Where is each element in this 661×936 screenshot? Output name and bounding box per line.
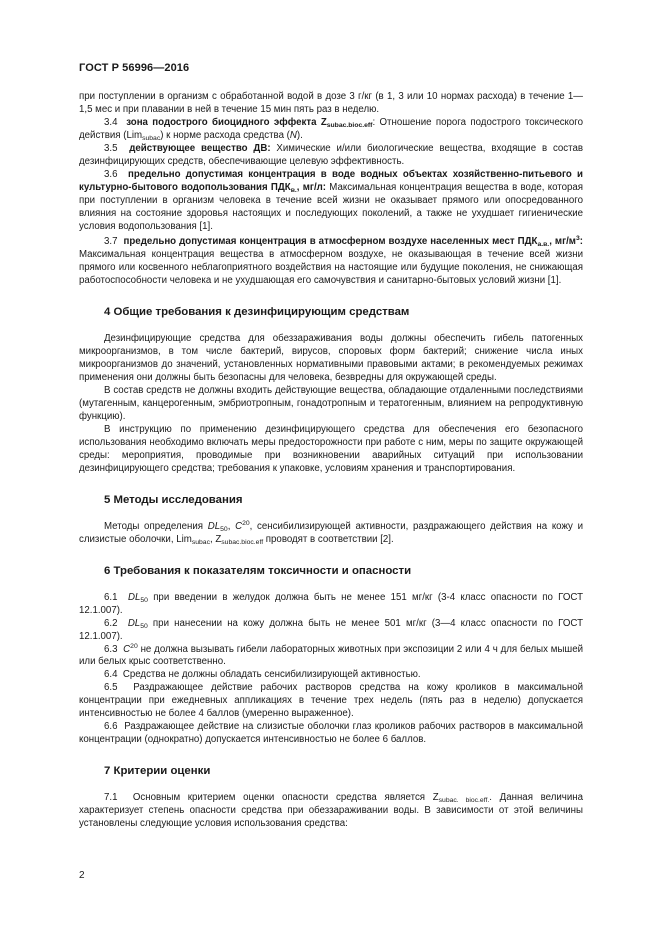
text: ,: [227, 520, 236, 532]
clause-number: 6.3: [104, 643, 118, 655]
page-content: [79, 91, 583, 831]
clause-6-2: [79, 618, 583, 644]
subscript: subac.bioc.eff: [221, 538, 264, 546]
text: при введении в желудок должна быть не менее 151 мг/кг (3-4 класс опасности по ГОСТ 12.1.007).: [79, 591, 583, 616]
paragraph-intro: при поступлении в организм с обработанной водой в дозе 3 г/кг (в 1, 3 или 10 нормах расхода) в течение 1—1,5 мес и при плавании в ней в течение 15 мин пять раз в неделю.: [79, 91, 583, 115]
term: действующее вещество ДВ:: [129, 142, 271, 154]
document-header: ГОСТ Р 56996—2016: [79, 62, 190, 74]
superscript: 20: [130, 642, 138, 650]
text: , сенсибилизирующей активности, раздражающего действия на кожу и слизистые оболочки, Lim: [79, 520, 583, 545]
page-number: 2: [79, 870, 85, 881]
subscript: 50: [140, 596, 148, 604]
subscript: 50: [220, 525, 228, 533]
clause-number: 6.1: [104, 591, 118, 603]
definition-text: ).: [296, 129, 303, 141]
symbol-c: C: [123, 643, 131, 655]
section-5-heading: 5 Методы исследования: [104, 493, 243, 506]
subscript: subac: [191, 538, 210, 546]
subscript: а.в.: [537, 241, 550, 249]
subscript: в.: [290, 186, 297, 194]
section-6-heading: 6 Требования к показателям токсичности и опасности: [104, 564, 412, 577]
text: не должна вызывать гибели лабораторных животных при экспозиции 2 или 4 ч для белых мышей или белых крыс соответственно.: [79, 643, 584, 668]
text: Основным критерием оценки опасности средства является Z: [132, 792, 439, 804]
clause-6-3: [79, 644, 583, 670]
symbol-dl: DL: [127, 617, 141, 629]
text: Средства не должны обладать сенсибилизирующей активностью.: [122, 669, 421, 681]
subscript: subac: [142, 134, 161, 142]
definition-3-5: [79, 143, 583, 169]
term-end: , мг/м: [549, 236, 576, 248]
section-4-paragraph-2: В состав средств не должны входить действующие вещества, обладающие отдаленными последствиями (мутагенным, канцерогенным, эмбриотропным, гонадотропным и тератогенным, влиянием на репродуктивную функцию).: [79, 385, 583, 423]
section-5-paragraph: [79, 521, 583, 547]
term: зона подострого биоцидного эффекта Z: [126, 116, 327, 128]
clause-6-5: [79, 682, 583, 721]
clause-number: 3.7: [104, 236, 118, 248]
symbol-dl: DL: [127, 591, 141, 603]
section-4-heading: 4 Общие требования к дезинфицирующим средствам: [104, 306, 410, 319]
definition-3-4: [79, 117, 583, 143]
clause-number: 6.5: [104, 682, 118, 694]
symbol-n: N: [289, 129, 297, 141]
clause-number: 6.2: [104, 617, 118, 629]
text: . Данная величина характеризует степень опасности средства при обеззараживании воды. В зависимости от этой величины установлены следующие условия использования средства:: [79, 792, 583, 830]
definition-text: : Отношение порога подострого токсического действия (Lim: [79, 116, 584, 141]
subscript: subac.bioc.eff: [326, 121, 373, 129]
clause-6-6: [79, 721, 583, 747]
text: при нанесении на кожу должна быть не менее 501 мг/кг (3—4 класс опасности по ГОСТ 12.1.007).: [79, 617, 583, 642]
text: , Z: [209, 533, 222, 545]
term-colon: :: [579, 236, 583, 248]
section-7-heading: 7 Критерии оценки: [104, 765, 211, 778]
term-end: , мг/л:: [296, 181, 327, 193]
text: проводят в соответствии [2].: [263, 533, 394, 545]
clause-number: 7.1: [104, 792, 118, 804]
definition-text: ) к норме расхода средства (: [160, 129, 290, 141]
definition-3-7: [79, 236, 583, 288]
clause-number: 6.6: [104, 721, 118, 733]
definition-text: Максимальная концентрация вещества в воде, которая при поступлении в организм человека в течение всей жизни не оказывает прямого или опосредованного влияния на состояние здоровья настоящих и последующих поколений, а также не ухудшает гигиенические условия водопользования [1].: [79, 181, 584, 232]
term: предельно допустимая концентрация в атмосферном воздухе населенных мест ПДК: [123, 236, 538, 248]
definition-text: Химические и/или биологические вещества, входящие в состав дезинфицирующих средств, обеспечивающие целевую эффективность.: [79, 142, 584, 167]
superscript: 20: [242, 519, 250, 527]
clause-6-4: [79, 669, 583, 682]
clause-number: 6.4: [104, 669, 118, 681]
section-4-paragraph-3: В инструкцию по применению дезинфицирующего средства для обеспечения его безопасного использования необходимо включать меры предосторожности при работе с ним, меры по защите окружающей среды: мероприятия, проводимые при возникновении аварийных ситуаций при использовании дезинфицирующего средства; требования к упаковке, условиям хранения и транспортирования.: [79, 423, 583, 474]
clause-7-1: [79, 792, 583, 831]
term: предельно допустимая концентрация в воде водных объектах хозяйственно-питьевого и культурно-бытового водопользования ПДК: [79, 168, 583, 193]
subscript: 50: [140, 622, 148, 630]
clause-number: 3.6: [104, 168, 118, 180]
symbol-dl: DL: [207, 520, 221, 532]
text: Методы определения: [104, 520, 208, 532]
section-4-paragraph-1: Дезинфицирующие средства для обеззараживания воды должны обеспечить гибель патогенных микроорганизмов, в том числе бактерий, вирусов, споровых форм бактерий; снижение числа иных микроорганизмов до значений, установленных нормативными правовыми актами; в рекомендуемых режимах применения они должны быть безопасны для человека, безвредны для окружающей среды.: [79, 333, 583, 384]
clause-number: 3.4: [104, 116, 118, 128]
subscript: subac. bioc.eff.: [438, 797, 490, 805]
clause-number: 3.5: [104, 142, 118, 154]
text: Раздражающее действие рабочих растворов средства на кожу кроликов в максимальной концентрации при ежедневных аппликациях в течение трех недель (пять раз в неделю) допускается интенсивностью не более 4 баллов (умеренно выраженное).: [79, 682, 583, 720]
definition-text: Максимальная концентрация вещества в атмосферном воздухе, не оказывающая в течение всей жизни прямого или косвенного неблагоприятного воздействия на настоящие или будущие поколения, не снижающая работоспособности человека и не ухудшающая его самочувствия и санитарно-бытовых условий жизни [1].: [79, 249, 583, 287]
definition-3-6: [79, 169, 583, 234]
clause-6-1: [79, 592, 583, 618]
text: Раздражающее действие на слизистые оболочки глаз кроликов рабочих растворов в максимальной концентрации (однократно) допускается интенсивностью не более 6 баллов.: [79, 721, 584, 746]
symbol-c: C: [235, 520, 243, 532]
superscript: 3: [575, 235, 580, 243]
